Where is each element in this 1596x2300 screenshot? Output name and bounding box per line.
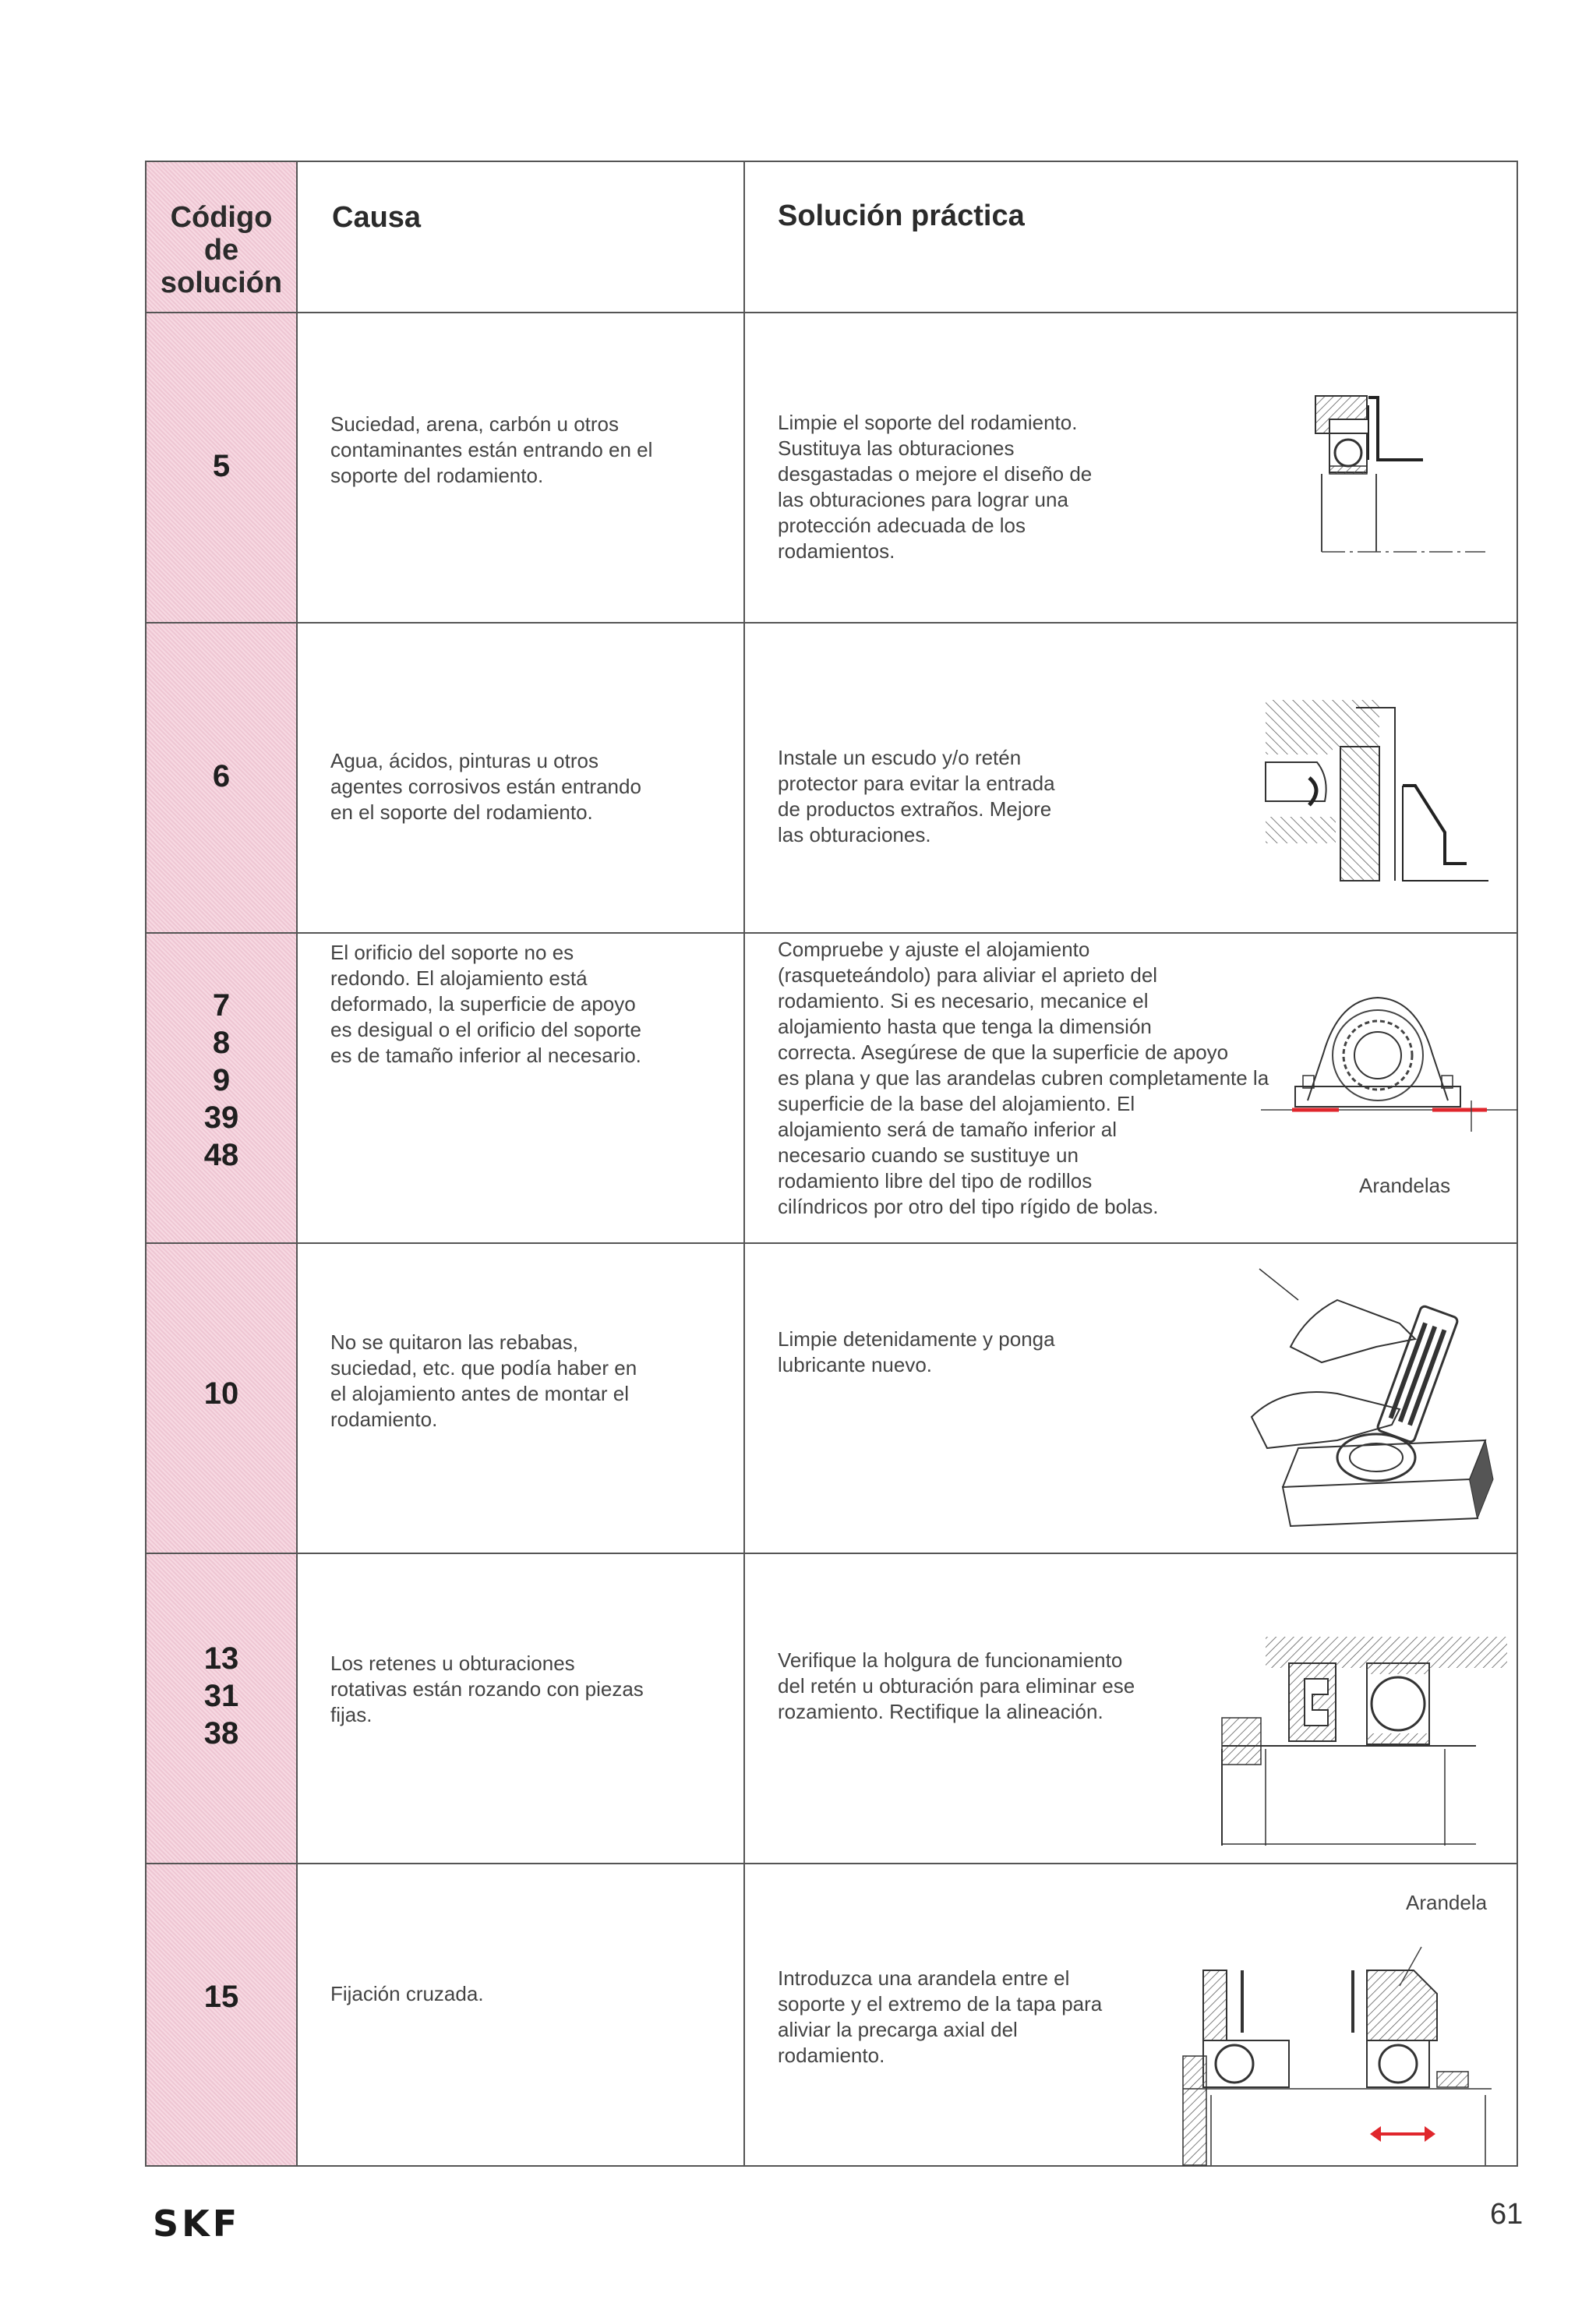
row-4-code: 10: [203, 1376, 239, 1411]
row-1-code: 5: [212, 449, 231, 483]
row-4-cause: No se quitaron las rebabas, suciedad, etc. que podía haber en el alojamiento antes de montar el rodamiento.: [330, 1330, 637, 1431]
row-4-solution: Limpie detenidamente y ponga lubricante nuevo.: [778, 1327, 1055, 1376]
seal-bearing-figure: [1306, 388, 1501, 560]
header-solution: Solución práctica: [778, 200, 1025, 232]
row-2-solution: Instale un escudo y/o retén protector para evitar la entrada de productos extraños. Mejore las obturaciones.: [778, 746, 1055, 846]
cross-location-figure: [1180, 1939, 1515, 2167]
row-5-cause: Los retenes u obturaciones rotativas están rozando con piezas fijas.: [330, 1652, 644, 1726]
row-6-solution: Introduzca una arandela entre el soporte y el extremo de la tapa para aliviar la precarga axial del rodamiento.: [778, 1966, 1103, 2067]
row-5-solution: Verifique la holgura de funcionamiento del retén u obturación para eliminar ese rozamiento. Rectifique la alineación.: [778, 1648, 1135, 1723]
row-6-cause: Fijación cruzada.: [330, 1982, 484, 2005]
row-6-code: 15: [203, 1980, 239, 2014]
row-3-codes: 7 8 9 39 48: [203, 988, 239, 1172]
cleaning-hands-figure: [1220, 1253, 1517, 1542]
row-2-cause: Agua, ácidos, pinturas u otros agentes corrosivos están entrando en el soporte del rodamiento.: [330, 749, 641, 824]
header-code: Código de solución: [160, 201, 283, 299]
row-6-figure-label: Arandela: [1406, 1891, 1488, 1914]
column-divider: [743, 162, 745, 2165]
row-3-cause: El orificio del soporte no es redondo. El alojamiento está deformado, la superficie de apoyo es desigual o el orificio del soporte es de tamaño inferior al necesario.: [330, 941, 641, 1067]
row-divider: [147, 1242, 1517, 1244]
row-divider: [147, 932, 1517, 934]
skf-logo: SKF: [153, 2203, 241, 2245]
row-2-code: 6: [212, 759, 231, 793]
plummer-block-figure: [1261, 976, 1526, 1132]
row-divider: [147, 622, 1517, 624]
row-1-cause: Suciedad, arena, carbón u otros contaminantes están entrando en el soporte del rodamiento.: [330, 412, 653, 487]
troubleshooting-table: [145, 161, 1518, 2167]
row-3-figure-label: Arandelas: [1359, 1174, 1451, 1197]
header-cause: Causa: [332, 201, 422, 234]
header-divider: [147, 312, 1517, 313]
row-3-solution: Compruebe y ajuste el alojamiento (rasqueteándolo) para aliviar el aprieto del rodamiento. Si es necesario, mecanice el alojamiento hasta que tenga la dimensión correcta. Asegúrese de que la superficie de apoyo es plana y que las arandelas cubren completamente la superficie de la base del alojamiento. El alojamiento será de tamaño inferior al necesario cuando se sustituye un rodamiento libre del tipo de rodillos cilíndricos por otro del tipo rígido de bolas.: [778, 938, 1269, 1218]
row-5-codes: 13 31 38: [203, 1641, 239, 1751]
row-1-solution: Limpie el soporte del rodamiento. Sustituya las obturaciones desgastadas o mejore el diseño de las obturaciones para lograr una protección adecuada de los rodamientos.: [778, 411, 1093, 563]
rotating-seal-figure: [1219, 1632, 1515, 1850]
shield-seal-figure: [1262, 700, 1520, 884]
row-divider: [147, 1553, 1517, 1554]
column-divider: [296, 162, 298, 2165]
page-number: 61: [1490, 2198, 1524, 2231]
row-divider: [147, 1863, 1517, 1864]
